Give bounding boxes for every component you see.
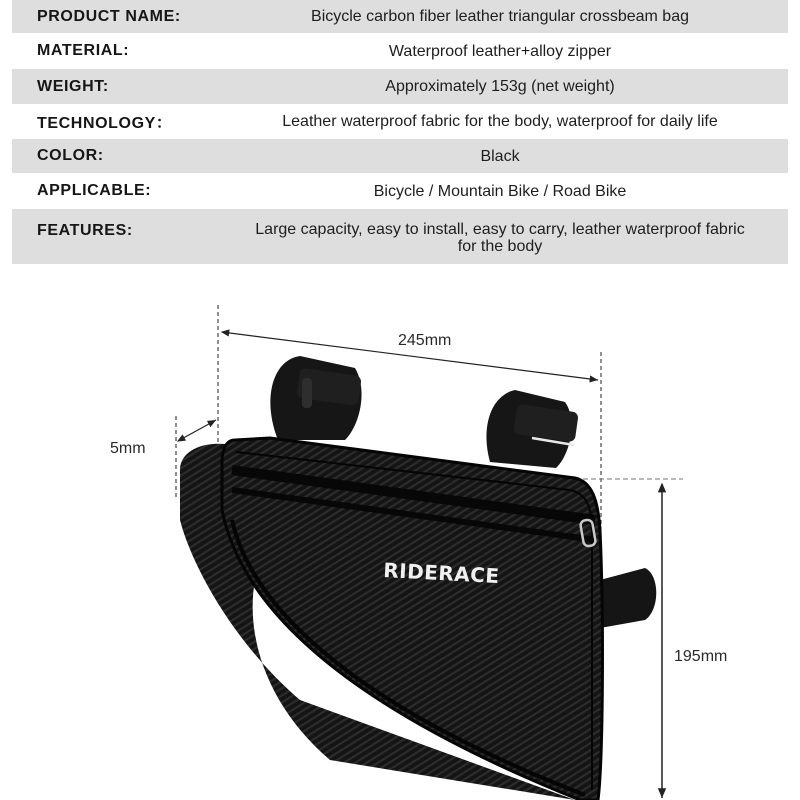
spec-row-technology — [12, 104, 788, 139]
spec-label: APPLICABLE: — [37, 182, 152, 199]
spec-row-material — [12, 33, 788, 69]
height-dimension-label: 195mm — [674, 648, 728, 665]
spec-row-applicable — [12, 173, 788, 209]
spec-row-product-name — [12, 0, 788, 33]
spec-row-features — [12, 209, 788, 264]
spec-label: FEATURES: — [37, 222, 133, 239]
spec-label: MATERIAL: — [37, 42, 130, 59]
spec-value: Large capacity, easy to install, easy to carry, leather waterproof fabric for the body — [255, 221, 745, 255]
spec-value: Leather waterproof fabric for the body, waterproof for daily life — [282, 113, 718, 130]
spec-label: WEIGHT: — [37, 77, 109, 95]
length-dimension-label: 245mm — [398, 332, 452, 349]
product-dimension-figure — [0, 270, 800, 800]
spec-row-weight — [12, 69, 788, 104]
brand-logo: RIDERACE — [382, 558, 501, 589]
spec-label: PRODUCT NAME: — [37, 7, 181, 25]
spec-value: Black — [480, 147, 520, 165]
spec-value: Bicycle / Mountain Bike / Road Bike — [373, 182, 627, 200]
spec-label: TECHNOLOGY： — [37, 115, 173, 132]
strap-left — [270, 356, 361, 440]
spec-value: Bicycle carbon fiber leather triangular crossbeam bag — [311, 8, 689, 25]
spec-value: Waterproof leather+alloy zipper — [388, 42, 612, 60]
spec-table — [12, 0, 788, 264]
spec-row-color — [12, 139, 788, 173]
strap-right — [486, 390, 578, 468]
spec-value: Approximately 153g (net weight) — [385, 78, 615, 95]
spec-label: COLOR: — [37, 147, 104, 164]
depth-dimension-label: 5mm — [110, 440, 146, 457]
